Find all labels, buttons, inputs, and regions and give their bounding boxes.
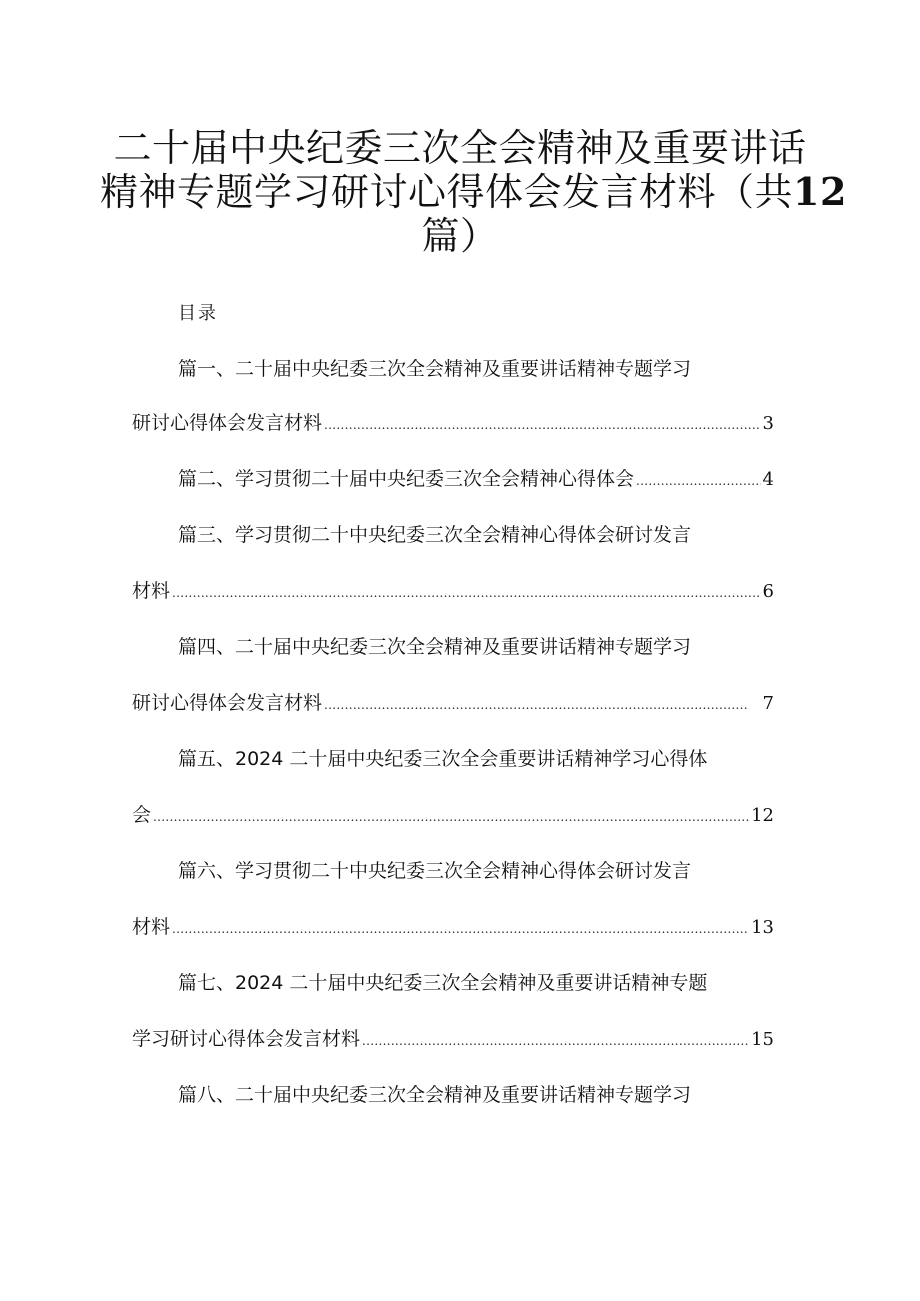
leader-dots [324,412,761,438]
leader-dots [172,580,761,606]
document-title-line-3: 篇） [421,214,499,258]
toc-entry-4-line-2[interactable] [132,690,774,718]
toc-page-number: 3 [762,413,774,434]
toc-entry-3-line-2[interactable] [132,578,774,606]
toc-entry-7-line-2[interactable] [132,1026,774,1054]
toc-page-number: 12 [751,805,774,826]
toc-entry-5-line-1[interactable]: 篇五、2024 二十届中央纪委三次全会重要讲话精神学习心得体 [178,748,708,770]
toc-entry-1-line-2[interactable] [132,410,774,438]
leader-dots [362,1028,749,1054]
toc-entry-3-line-1[interactable]: 篇三、学习贯彻二十中央纪委三次全会精神心得体会研讨发言 [178,524,692,546]
toc-entry-6-line-1[interactable]: 篇六、学习贯彻二十中央纪委三次全会精神心得体会研讨发言 [178,860,692,882]
toc-entry-text: 研讨心得体会发言材料 [132,412,323,434]
toc-entry-5-line-2[interactable] [132,802,774,830]
leader-dots [636,468,761,494]
toc-entry-1-line-1[interactable]: 篇一、二十届中央纪委三次全会精神及重要讲话精神专题学习 [178,358,692,380]
toc-entry-6-line-2[interactable] [132,914,774,942]
toc-entry-4-line-1[interactable]: 篇四、二十届中央纪委三次全会精神及重要讲话精神专题学习 [178,636,692,658]
title-count: 12 [793,169,847,214]
toc-heading: 目录 [178,303,218,324]
leader-dots [172,916,749,942]
toc-entry-text: 学习研讨心得体会发言材料 [132,1028,361,1050]
title-text: 精神专题学习研讨心得体会发言材料（共 [100,170,794,214]
toc-page-number: 7 [762,693,774,714]
toc-entry-7-line-1[interactable]: 篇七、2024 二十届中央纪委三次全会精神及重要讲话精神专题 [178,972,708,994]
toc-page-number: 6 [762,581,774,602]
document-title-line-1: 二十届中央纪委三次全会精神及重要讲话 [113,126,807,170]
toc-entry-text: 研讨心得体会发言材料 [132,692,323,714]
toc-entry-text: 篇二、学习贯彻二十届中央纪委三次全会精神心得体会 [178,468,635,490]
toc-page-number: 13 [751,917,774,938]
toc-page-number: 4 [762,469,774,490]
toc-entry-2[interactable] [178,466,774,494]
toc-entry-text: 材料 [132,580,171,602]
document-title-line-2 [100,168,847,216]
toc-page-number: 15 [751,1029,774,1050]
leader-dots [324,692,749,718]
toc-entry-8-line-1[interactable]: 篇八、二十届中央纪委三次全会精神及重要讲话精神专题学习 [178,1084,692,1106]
toc-entry-text: 材料 [132,916,171,938]
leader-dots [153,804,749,830]
toc-entry-text: 会 [132,804,152,826]
